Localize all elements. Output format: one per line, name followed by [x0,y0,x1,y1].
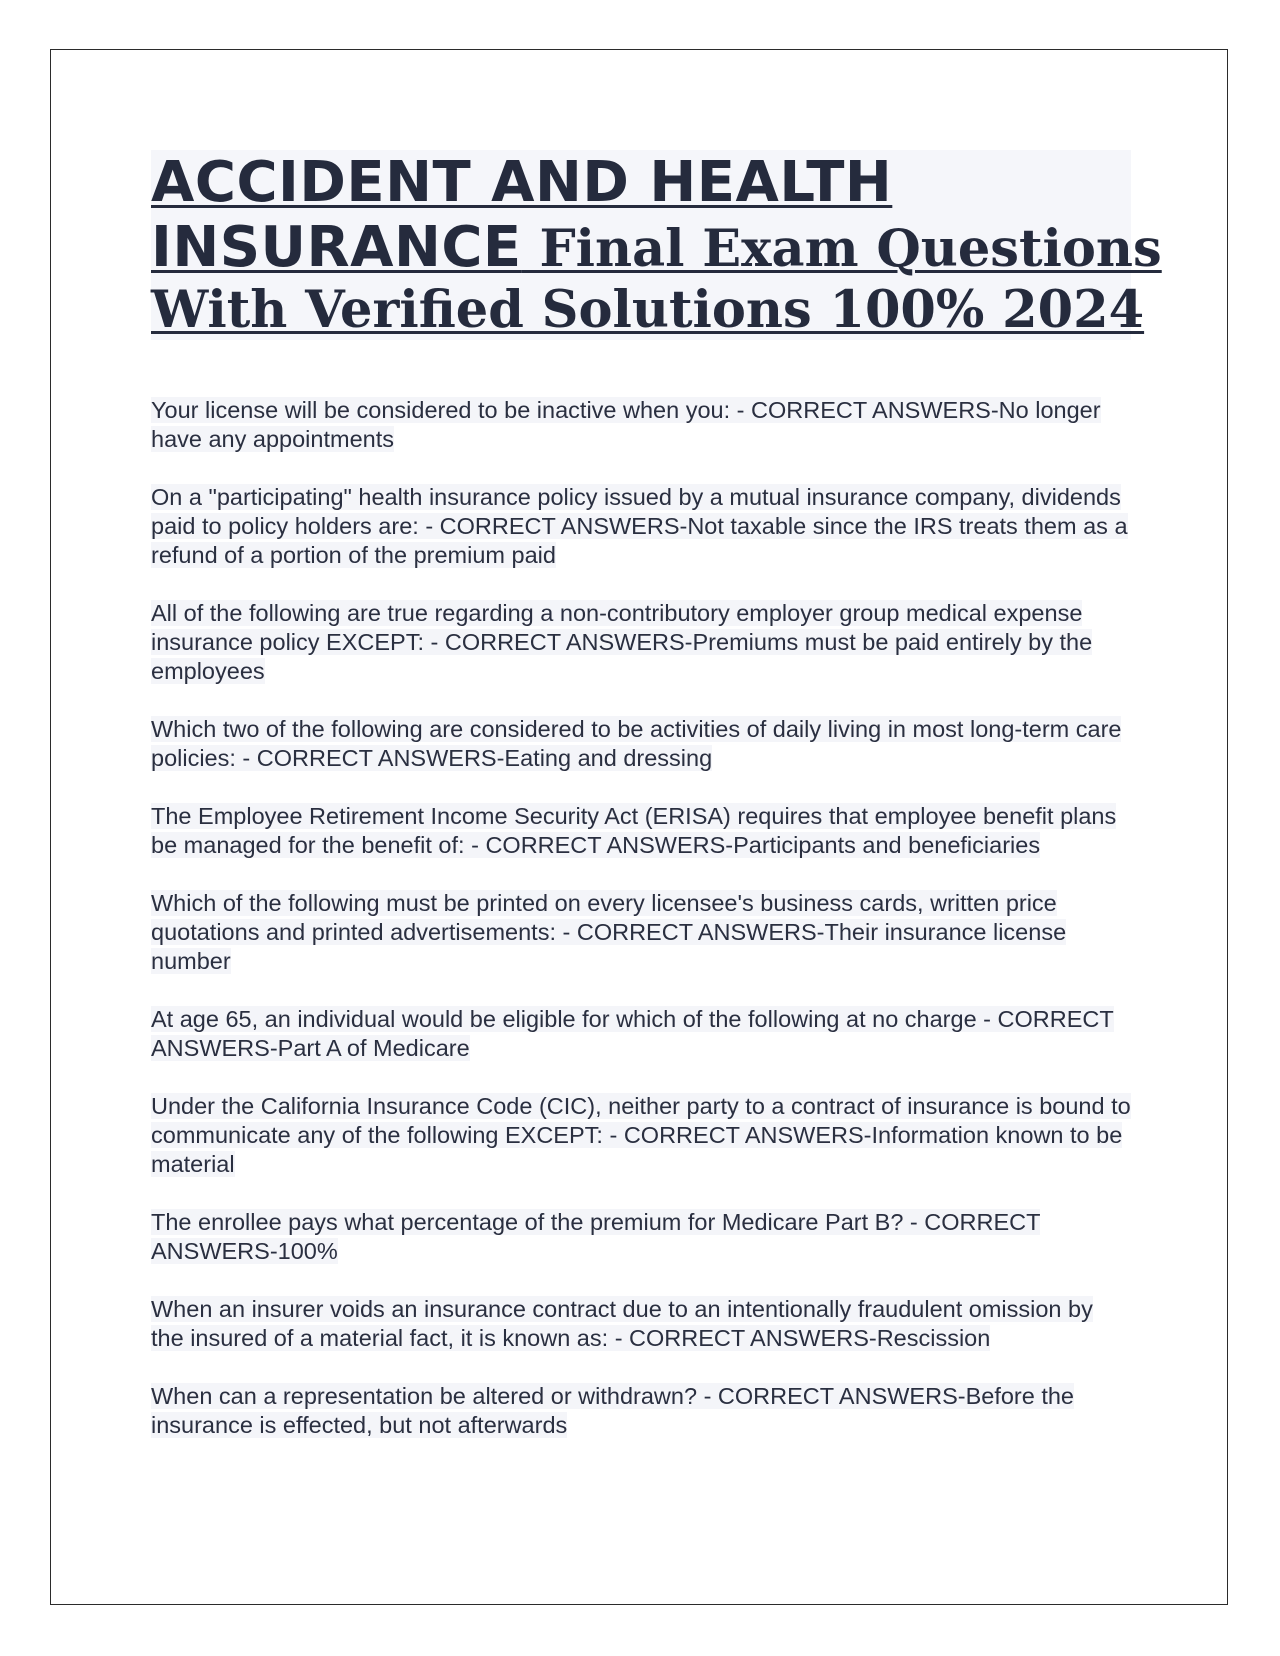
qa-item-text: When can a representation be altered or withdrawn? - CORRECT ANSWERS-Before the insurance is effected, but not afterwards [151,1383,1075,1438]
title-line-3: With Verified Solutions 100% 2024 [151,280,1145,340]
qa-item-text: Your license will be considered to be inactive when you: - CORRECT ANSWERS-No longer have any appointments [151,397,1101,452]
page-title [151,150,1162,340]
qa-item [151,1005,1131,1063]
qa-item-text: On a "participating" health insurance policy issued by a mutual insurance company, dividends paid to policy holders are: - CORRECT ANSWERS-Not taxable since the IRS treats them as a refund of a portion of the premium paid [151,484,1128,568]
qa-item [151,802,1131,860]
qa-item-text: The enrollee pays what percentage of the premium for Medicare Part B? - CORRECT ANSWERS-100% [151,1209,1041,1264]
qa-item-text: When an insurer voids an insurance contract due to an intentionally fraudulent omission by the insured of a material fact, it is known as: - CORRECT ANSWERS-Rescission [151,1296,1093,1351]
qa-item [151,1208,1131,1266]
qa-item-text: At age 65, an individual would be eligible for which of the following at no charge - CORRECT ANSWERS-Part A of Medicare [151,1006,1114,1061]
qa-item [151,1382,1131,1440]
qa-item-text: All of the following are true regarding a non-contributory employer group medical expense insurance policy EXCEPT: - CORRECT ANSWERS-Premiums must be paid entirely by the employees [151,600,1093,684]
qa-item-text: Under the California Insurance Code (CIC), neither party to a contract of insurance is bound to communicate any of the following EXCEPT: - CORRECT ANSWERS-Information known to be material [151,1093,1131,1177]
title-line-2 [151,215,1162,280]
title-block [151,150,1162,340]
qa-item [151,715,1131,773]
document-body [151,150,1162,1469]
title-line-2-bold: INSURANCE [151,215,522,280]
title-line-1: ACCIDENT AND HEALTH [151,150,893,215]
qa-item-text: Which of the following must be printed on every licensee's business cards, written price quotations and printed advertisements: - CORRECT ANSWERS-Their insurance license number [151,890,1067,974]
qa-item [151,483,1131,570]
qa-item [151,396,1131,454]
qa-item [151,599,1131,686]
qa-item-text: The Employee Retirement Income Security Act (ERISA) requires that employee benefit plans be managed for the benefit of: - CORRECT ANSWERS-Participants and beneficiaries [151,803,1117,858]
qa-item [151,889,1131,976]
qa-item [151,1092,1131,1179]
qa-item [151,1295,1131,1353]
title-line-2-rest: Final Exam Questions [521,219,1162,279]
qa-list [151,396,1131,1440]
qa-item-text: Which two of the following are considered to be activities of daily living in most long-term care policies: - CORRECT ANSWERS-Eating and dressing [151,716,1122,771]
